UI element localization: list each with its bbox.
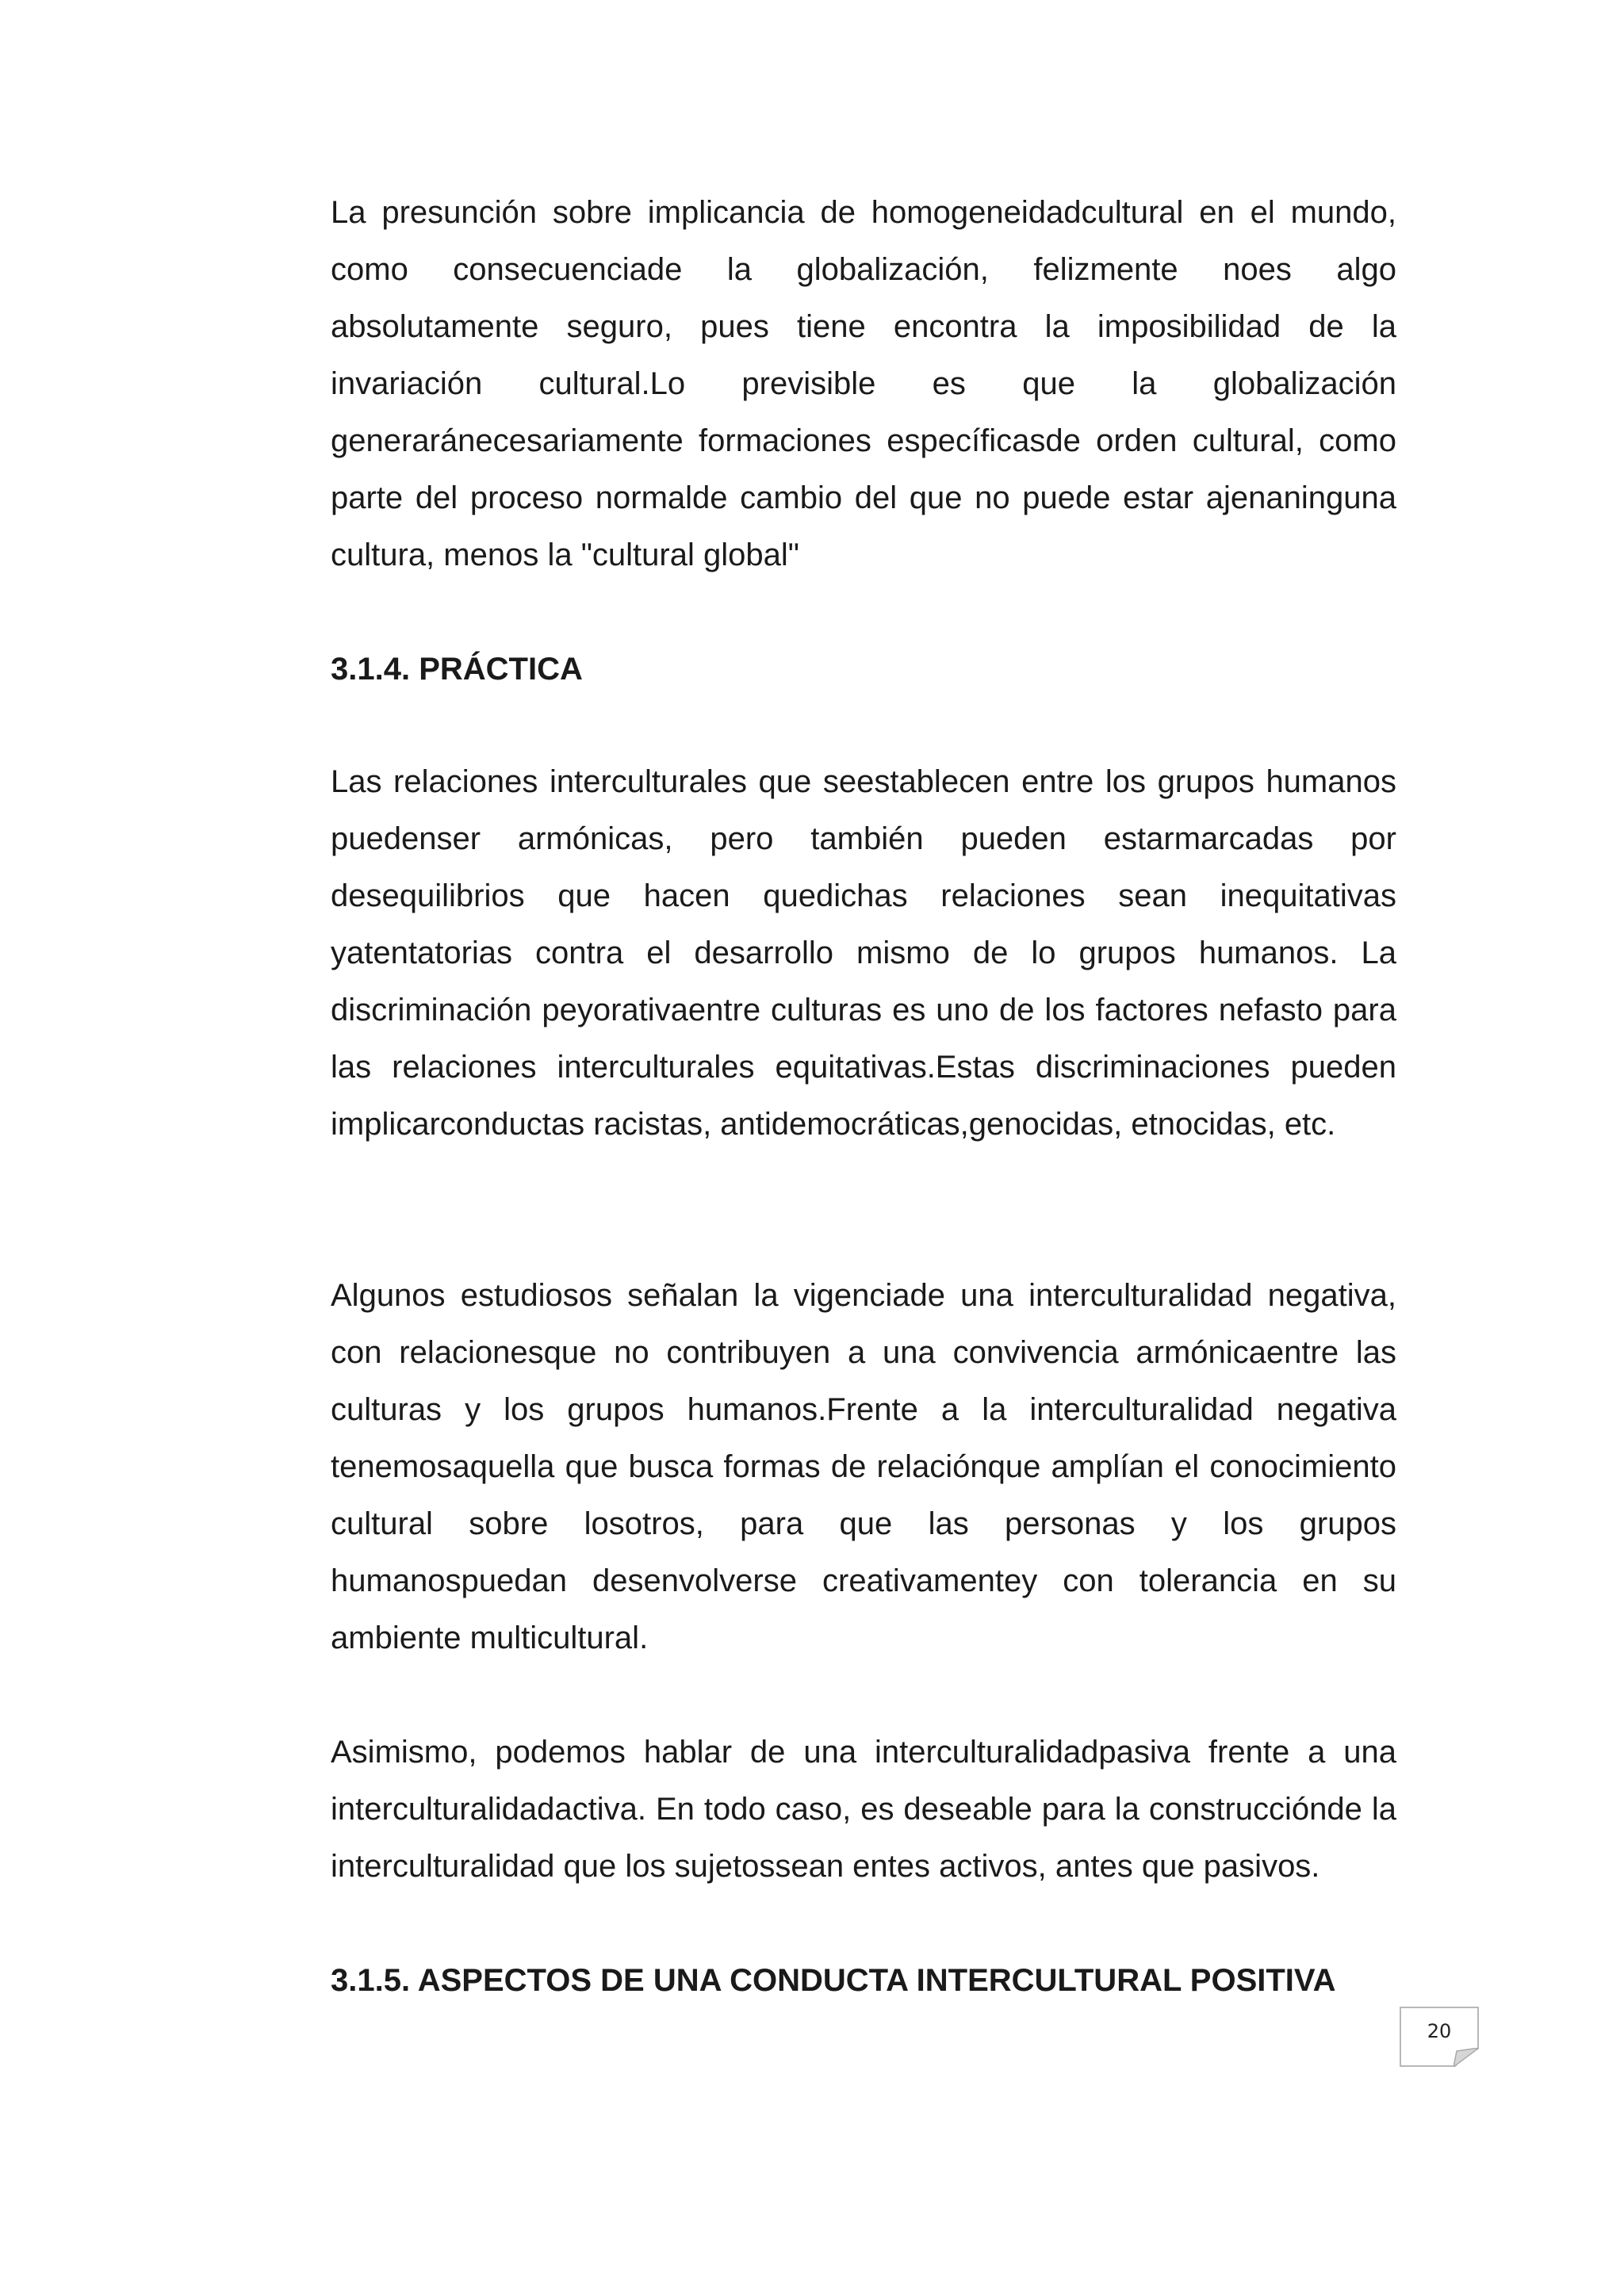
paragraph-relaciones-interculturales: Las relaciones interculturales que seestablecen entre los grupos humanos puedenser armónicas, pero también pueden estarmarcadas por desequilibrios que hacen quedichas relaciones sean inequitativas yatentatorias contra el desarrollo mismo de lo grupos humanos. La discriminación peyorativaentre culturas es uno de los factores nefasto para las relaciones interculturales equitativas.Estas discriminaciones pueden implicarconductas racistas, antidemocráticas,genocidas, etnocidas, etc.: [331, 764, 1396, 1142]
page-number: 20: [1427, 2020, 1452, 2042]
paragraph-interculturalidad-negativa: Algunos estudiosos señalan la vigenciade una interculturalidad negativa, con relacionesque no contribuyen a una convivencia armónicaentre las culturas y los grupos humanos.Frente a la interculturalidad negativa tenemosaquella que busca formas de relaciónque amplían el conocimiento cultural sobre losotros, para que las personas y los grupos humanospuedan desenvolverse creativamentey con tolerancia en su ambiente multicultural.: [331, 1278, 1396, 1655]
section-heading-practica: 3.1.4. PRÁCTICA: [331, 652, 583, 687]
paragraph-homogeneidad-cultural: La presunción sobre implicancia de homogeneidadcultural en el mundo, como consecuenciade la globalización, felizmente noes algo absolutamente seguro, pues tiene encontra la imposibilidad de la invariación cultural.Lo previsible es que la globalización generaránecesariamente formaciones específicasde orden cultural, como parte del proceso normalde cambio del que no puede estar ajenaninguna cultura, menos la "cultural global": [331, 195, 1396, 572]
page-curl-icon: [1454, 2048, 1479, 2067]
paragraph-interculturalidad-pasiva-activa: Asimismo, podemos hablar de una interculturalidadpasiva frente a una interculturalidadactiva. En todo caso, es deseable para la construcciónde la interculturalidad que los sujetossean entes activos, antes que pasivos.: [331, 1735, 1396, 1884]
section-heading-conducta-intercultural-positiva: 3.1.5. ASPECTOS DE UNA CONDUCTA INTERCULTURAL POSITIVA: [331, 1963, 1336, 1998]
